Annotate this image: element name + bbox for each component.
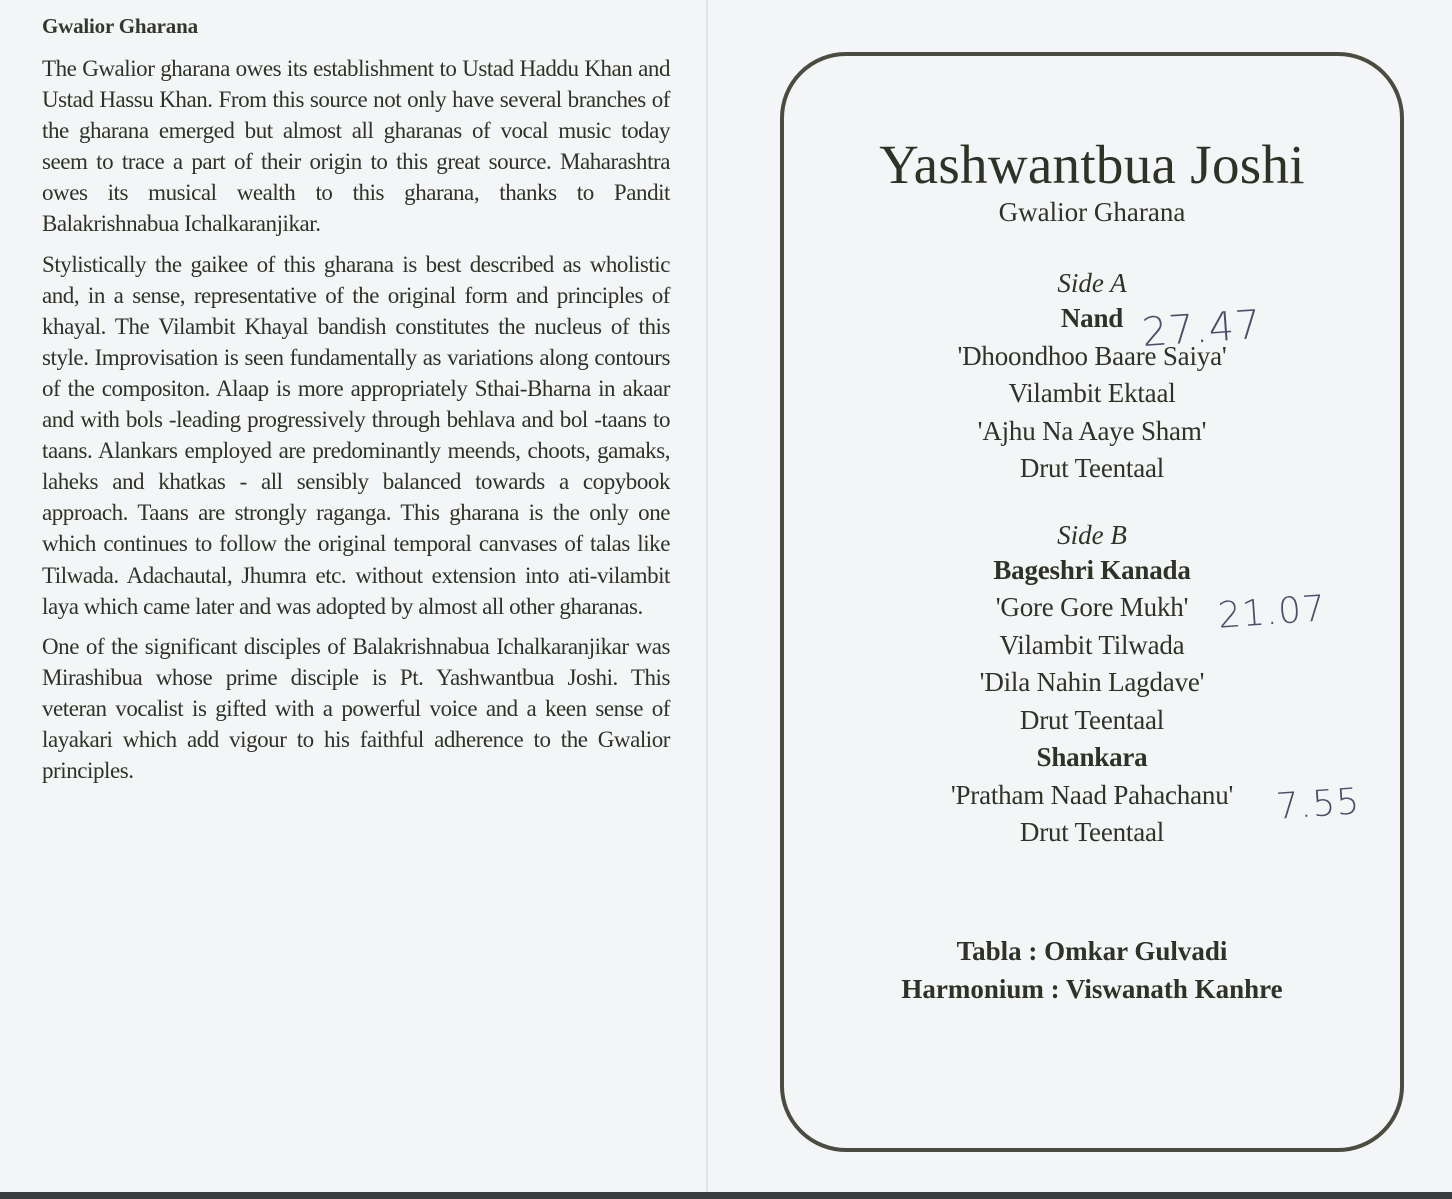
track-line: 'Dila Nahin Lagdave' [979,667,1205,697]
gharana-subtitle: Gwalior Gharana [998,197,1186,227]
handwritten-time-bageshri: 21.07 [1216,588,1328,637]
track-line: 'Pratham Naad Pahachanu' [950,779,1234,810]
harmonium-credit: Harmonium : Viswanath Kanhre [901,973,1283,1004]
gharana-heading: Gwalior Gharana [42,14,198,38]
raga-shankara: Shankara [1036,742,1148,772]
handwritten-time-shankara: 7.55 [1274,781,1362,828]
side-b-label: Side B [1057,519,1127,550]
paragraph-disciples: One of the significant disciples of Balakrishnabua Ichalkaranjikar was Mirashibua whose prime disciple is Pt. Yashwantbua Joshi. This veteran vocalist is gifted with a powerful voice and a keen sense of layakari which add vigour to his faithful adherence to the Gwalior principles. [42,633,670,784]
track-line: Drut Teentaal [1019,453,1165,483]
artist-name: Yashwantbua Joshi [879,134,1305,195]
scan-edge [0,1192,1452,1199]
track-line: Vilambit Tilwada [999,629,1185,660]
left-panel [42,14,670,795]
track-line: Vilambit Ektaal [1008,378,1176,408]
raga-nand: Nand [1060,303,1124,333]
raga-bageshri-kanada: Bageshri Kanada [993,554,1191,585]
track-line: 'Ajhu Na Aaye Sham' [977,415,1207,446]
track-line: Drut Teentaal [1019,817,1165,847]
fold-line [706,0,708,1199]
handwritten-time-side-a: 27.47 [1140,301,1263,357]
track-line: 'Dhoondhoo Baare Saiya' [957,340,1227,371]
right-panel [784,56,1400,1008]
side-a-label: Side A [1057,268,1127,298]
paragraph-establishment: The Gwalior gharana owes its establishment to Ustad Haddu Khan and Ustad Hassu Khan. From this source not only have several branches of the gharana emerged but almost all gharanas of vocal music today seem to trace a part of their origin to this great source. Maharashtra owes its musical wealth to this gharana, thanks to Pandit Balakrishnabua Ichalkaranjikar. [42,56,670,237]
track-line: 'Gore Gore Mukh' [995,592,1189,622]
credits [784,932,1400,1008]
paragraph-style: Stylistically the gaikee of this gharana is best described as wholistic and, in a sense, representative of the original form and principles of khayal. The Vilambit Khayal bandish constitutes the nucleus of this style. Improvisation is seen fundamentally as variations along contours of the compositon. Alaap is more appropriately Sthai-Bharna in akaar and with bols -leading progressively through behlava and bol -taans to taans. Alankars employed are predominantly meends, choots, gamaks, laheks and khatkas - all sensibly balanced towards a copybook approach. Taans are strongly raganga. This gharana is the only one which continues to follow the original temporal canvases of talas like Tilwada. Adachautal, Jhumra etc. without extension into ati-vilambit laya which came later and was adopted by almost all other gharanas. [42,251,670,619]
tabla-credit: Tabla : Omkar Gulvadi [956,935,1228,966]
track-line: Drut Teentaal [1019,704,1165,735]
